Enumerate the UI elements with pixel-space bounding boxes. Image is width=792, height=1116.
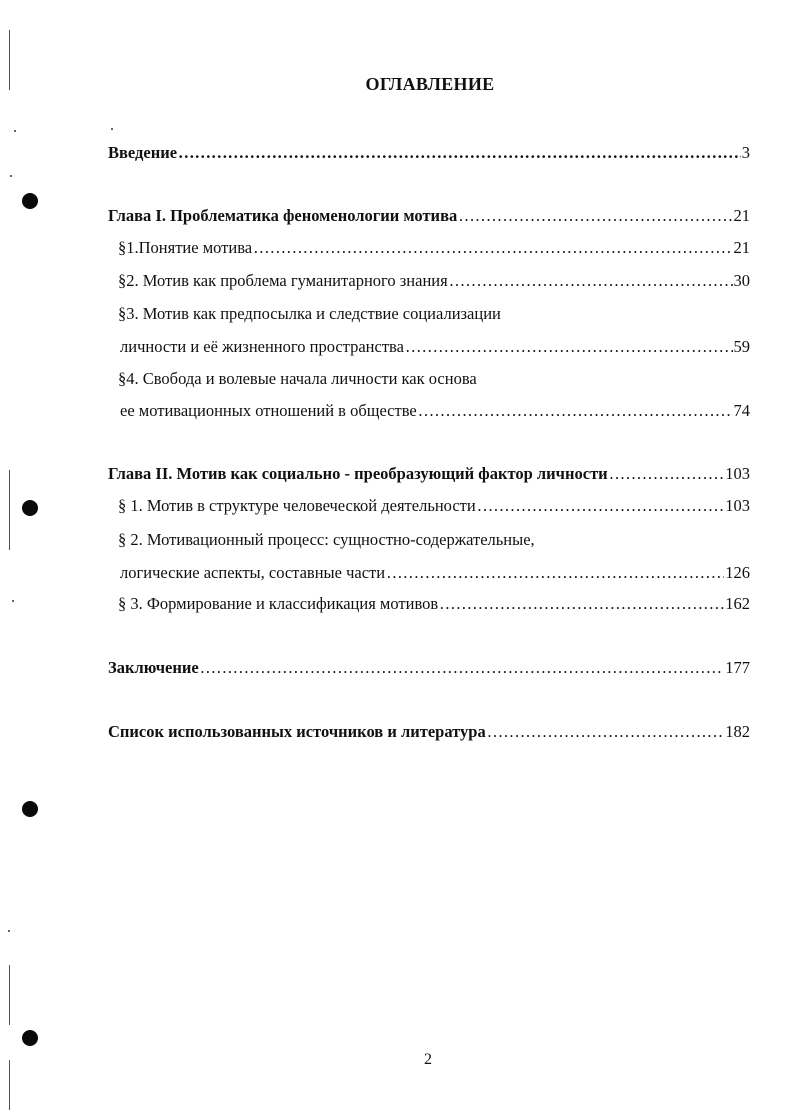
toc-label-line1: § 2. Мотивационный процесс: сущностно-содержательные, <box>118 530 535 549</box>
toc-page-number: 21 <box>733 206 750 225</box>
page-title: ОГЛАВЛЕНИЕ <box>365 74 495 94</box>
toc-page-number: 126 <box>725 563 750 582</box>
toc-page-number: 162 <box>725 594 750 613</box>
binder-hole <box>22 500 38 516</box>
scan-speck <box>12 600 14 602</box>
dot-leader <box>458 205 732 227</box>
scan-speck <box>8 930 10 932</box>
scan-speck <box>10 175 12 177</box>
dot-leader <box>487 721 725 743</box>
toc-label: логические аспекты, составные части <box>120 563 386 582</box>
toc-entry-section <box>120 336 750 358</box>
dot-leader <box>418 400 733 422</box>
toc-page-number: 59 <box>733 337 750 356</box>
toc-label: Введение <box>108 143 178 162</box>
toc-label: Список использованных источников и литература <box>108 722 486 741</box>
toc-page-number: 103 <box>725 464 750 483</box>
toc-entry-bibliography <box>108 721 750 743</box>
scan-speck <box>14 130 16 132</box>
toc-entry-conclusion <box>108 657 750 679</box>
toc-page-number: 182 <box>725 722 750 741</box>
toc-label: личности и её жизненного пространства <box>120 337 404 356</box>
toc-label: §2. Мотив как проблема гуманитарного знания <box>118 271 448 290</box>
toc-page-number: 74 <box>733 401 750 420</box>
toc-entry-section <box>118 237 750 259</box>
toc-page-number: 103 <box>725 496 750 515</box>
toc-entry-chapter2 <box>108 463 750 485</box>
dot-leader <box>178 142 741 164</box>
toc-page-number: 3 <box>741 143 750 162</box>
scan-artifact <box>9 965 10 1025</box>
toc-label: ее мотивационных отношений в обществе <box>120 401 417 420</box>
toc-label: §1.Понятие мотива <box>118 238 253 257</box>
dot-leader <box>200 657 725 679</box>
toc-page-number: 21 <box>733 238 750 257</box>
toc-label: Глава I. Проблематика феноменологии мотива <box>108 206 458 225</box>
toc-entry-section <box>118 495 750 517</box>
toc-label-line1: §3. Мотив как предпосылка и следствие социализации <box>118 304 501 323</box>
toc-page-number: 177 <box>725 658 750 677</box>
dot-leader <box>609 463 725 485</box>
binder-hole <box>22 801 38 817</box>
toc-label: § 1. Мотив в структуре человеческой деятельности <box>118 496 476 515</box>
scan-speck <box>111 128 113 130</box>
binder-hole <box>22 193 38 209</box>
toc-label: § 3. Формирование и классификация мотивов <box>118 594 439 613</box>
binder-hole <box>22 1030 38 1046</box>
toc-entry-section <box>118 593 750 615</box>
toc-entry-section <box>118 270 750 292</box>
toc-entry-chapter1 <box>108 205 750 227</box>
dot-leader <box>439 593 724 615</box>
dot-leader <box>253 237 732 259</box>
toc-entry-intro <box>108 142 750 164</box>
page-number: 2 <box>424 1051 432 1068</box>
toc-label-line1: §4. Свобода и волевые начала личности как основа <box>118 369 477 388</box>
toc-entry-section <box>120 400 750 422</box>
toc-entry-section <box>120 562 750 584</box>
dot-leader <box>449 270 733 292</box>
dot-leader <box>477 495 725 517</box>
toc-label: Глава II. Мотив как социально - преобразующий фактор личности <box>108 464 608 483</box>
toc-page-number: 30 <box>733 271 750 290</box>
toc-label: Заключение <box>108 658 199 677</box>
dot-leader <box>405 336 733 358</box>
dot-leader <box>386 562 724 584</box>
scan-artifact <box>9 470 10 550</box>
